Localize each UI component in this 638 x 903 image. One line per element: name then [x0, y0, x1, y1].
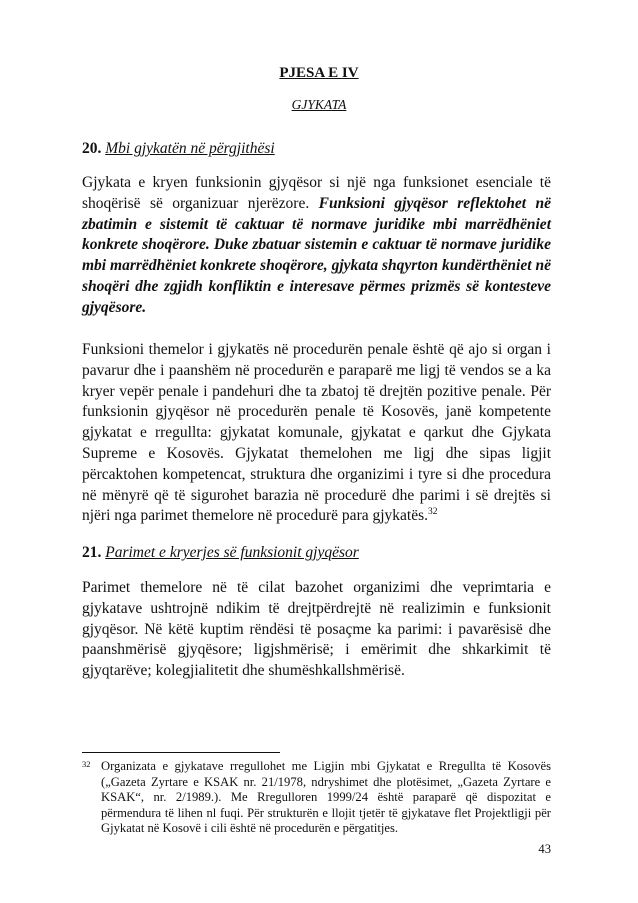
- section-number: 20.: [82, 140, 102, 157]
- section-20-paragraph-2: [82, 340, 551, 527]
- paragraph-text: Parimet themelore në të cilat bazohet organizimi dhe veprimtaria e gjykatave ushtrojnë ndikim të drejtpërdrejtë në realizimin e funksionit gjyqësor. Në këtë kuptim rëndësi të posaçme ka parimi: i pavarësisë dhe paanshmërisë gjyqësore; ligjshmërisë; i emërimit dhe shkarkimit të gjyqtarëve; kolegjialitetit dhe shumëshkallshmërisë.: [82, 579, 551, 680]
- paragraph-text: Gjykata e kryen funksionin gjyqësor si një nga funksionet esenciale të shoqërisë së organizuar njerëzore.: [82, 174, 551, 212]
- footnote-reference: 32: [428, 507, 438, 518]
- emphasized-text: Funksioni gjyqësor reflektohet në zbatimin e sistemit të caktuar të normave juridike mbi marrëdhëniet konkrete shoqërore. Duke zbatuar sistemin e caktuar të normave juridike mbi marrëdhëniet konkrete shoqërore, gjykata shqyrton kundërthëniet në shoqëri dhe zgjidh konfliktin e interesave përmes prizmës së kontesteve gjyqësore.: [82, 194, 551, 316]
- section-20-paragraph-1: [82, 173, 551, 319]
- footnote-mark: 32: [82, 759, 91, 769]
- section-20-heading: [82, 140, 275, 158]
- part-title: PJESA E IV: [279, 65, 359, 81]
- page-number: 43: [538, 842, 551, 856]
- chapter-title: GJYKATA: [291, 97, 347, 112]
- section-21-paragraph-1: [82, 578, 551, 682]
- footnote: [82, 759, 551, 837]
- footnote-text: Organizata e gjykatave rregullohet me Ligjin mbi Gjykatat e Rregullta të Kosovës („Gazeta Zyrtare e KSAK nr. 21/1978, ndryshimet dhe plotësimet, „Gazeta Zyrtare e KSAK“, nr. 2/1989.). Me Rregulloren 1999/24 është paraparë që dispozitat e përmendura të lihen nl fuqi. Për strukturën e llojit tjetër të gjykatave flet Projektligji për Gjykatat në Kosovë i cili është në procedurën e përgatitjes.: [101, 759, 551, 836]
- paragraph-text: Funksioni themelor i gjykatës në procedurën penale është që ajo si organ i pavarur dhe i paanshëm në procedurën e paraparë me ligj të vendos se a ka kryer vepër penale i pandehuri dhe ta zbatoj të drejtën pozitive penale. Për funksionin gjyqësor në procedurën penale të Kosovës, janë kompetente gjykatat e rregullta: gjykatat komunale, gjykatat e qarkut dhe Gjykata Supreme e Kosovës. Gjykatat themelohen me ligj dhe sipas ligjit përcaktohen kompetencat, struktura dhe organizimi i tyre si dhe procedura në mënyrë që të sigurohet barazia në procedurë dhe parimi i së drejtës si njëri nga parimet themelore në procedurë para gjykatës.: [82, 341, 551, 525]
- section-21-heading: [82, 544, 359, 562]
- section-title: Parimet e kryerjes së funksionit gjyqësor: [105, 544, 359, 561]
- section-title: Mbi gjykatën në përgjithësi: [105, 140, 275, 157]
- section-number: 21.: [82, 544, 102, 561]
- footnote-separator: [82, 752, 280, 753]
